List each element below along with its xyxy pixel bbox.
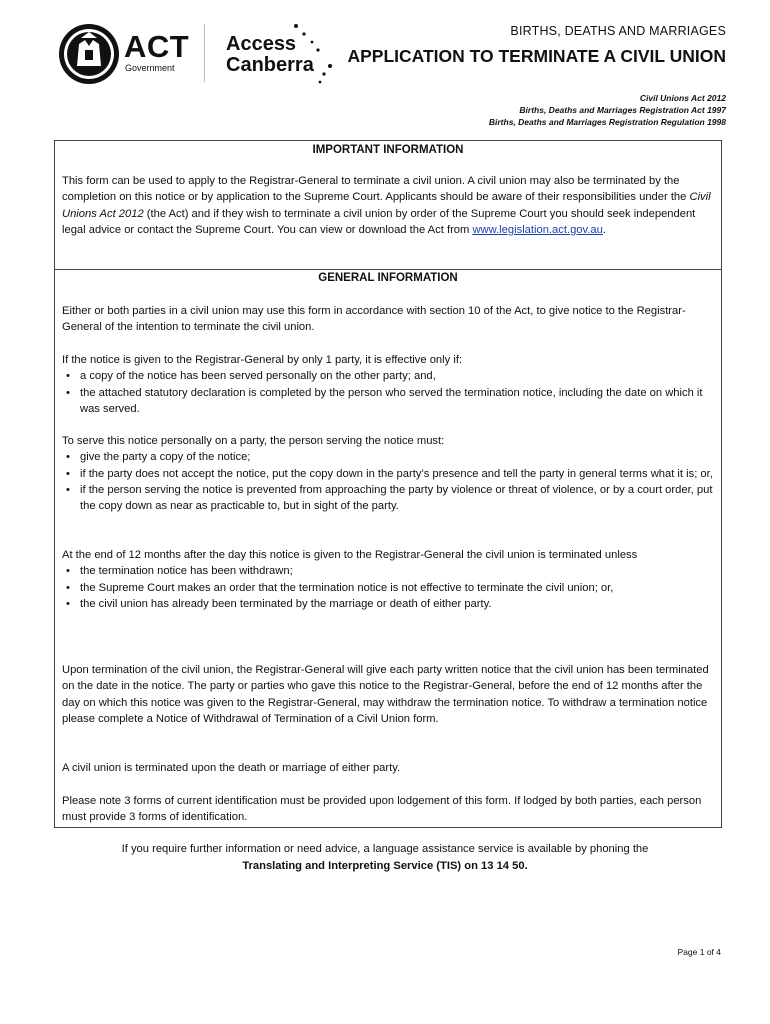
important-text-part: . (602, 223, 606, 236)
paragraph-intro: At the end of 12 months after the day this notice is given to the Registrar-General the civil union is terminated unless (62, 549, 638, 561)
list-item: • a copy of the notice has been served personally on the other party; and, (62, 368, 714, 384)
paragraph-intro: If the notice is given to the Registrar-General by only 1 party, it is effective only if: (62, 354, 463, 366)
act-logo-text: ACT (124, 29, 190, 64)
general-paragraph-4 (62, 547, 714, 612)
language-assistance-text: If you require further information or need advice, a language assistance service is available by phoning the (121, 843, 649, 855)
list-item: • give the party a copy of the notice; (62, 449, 714, 465)
list-item: • if the party does not accept the notice, put the copy down in the party’s presence and tell the party in general terms what it is; or, (62, 466, 714, 482)
tis-contact-text: Translating and Interpreting Service (TIS) on 13 14 50. (242, 860, 528, 872)
important-information-text (62, 173, 714, 238)
page-number: Page 1 of 4 (677, 947, 721, 957)
legislation-link[interactable]: www.legislation.act.gov.au (472, 223, 603, 236)
act-name: Civil Unions Act 2012 (62, 191, 711, 220)
list-item: • the attached statutory declaration is completed by the person who served the termination notice, including the date on which it was served. (62, 385, 714, 418)
legislation-reference: Births, Deaths and Marriages Registration Regulation 1998 (488, 117, 726, 127)
section-divider (55, 269, 721, 270)
general-paragraph-2 (62, 352, 714, 417)
important-information-heading: IMPORTANT INFORMATION (312, 144, 464, 156)
paragraph-intro: To serve this notice personally on a party, the person serving the notice must: (62, 435, 445, 447)
act-government-text: Government (125, 63, 175, 73)
legislation-reference: Births, Deaths and Marriages Registration Act 1997 (519, 105, 726, 115)
list-item: • the Supreme Court makes an order that the termination notice is not effective to terminate the civil union; or, (62, 580, 714, 596)
list-item: • if the person serving the notice is prevented from approaching the party by violence or threat of violence, or by a court order, put the copy down as near as practicable to, but in sight of the party. (62, 482, 714, 515)
act-crest-icon (57, 22, 121, 86)
important-text-part: (the Act) and if they wish to terminate a civil union by order of the Supreme Court you should seek independent legal advice or contact the Supreme Court. You can view or download the Act from (62, 207, 696, 236)
list-item: • the termination notice has been withdrawn; (62, 563, 714, 579)
legislation-reference: Civil Unions Act 2012 (639, 93, 726, 103)
access-canberra-dots-icon (290, 22, 338, 86)
general-information-heading: GENERAL INFORMATION (318, 272, 458, 284)
general-paragraph-1: Either or both parties in a civil union may use this form in accordance with section 10 of the Act, to give notice to the Registrar-General of the intention to terminate the civil union. (62, 305, 686, 334)
general-paragraph-5: Upon termination of the civil union, the Registrar-General will give each party written notice that the civil union has been terminated on the date in the notice. The party or parties who gave this notice to the Registrar-General, before the end of 12 months after the day on which this notice was given to the Registrar-General, may withdraw the termination notice. To withdraw a termination notice please complete a Notice of Withdrawal of Termination of a Civil Union form. (62, 664, 709, 725)
information-box (54, 140, 722, 828)
page-title: APPLICATION TO TERMINATE A CIVIL UNION (347, 46, 726, 66)
logo-divider (204, 24, 205, 82)
general-paragraph-7: Please note 3 forms of current identification must be provided upon lodgement of this form. If lodged by both parties, each person must provide 3 forms of identification. (62, 795, 702, 824)
general-paragraph-3 (62, 433, 714, 514)
important-text-part: This form can be used to apply to the Registrar-General to terminate a civil union. A civil union may also be terminated by the completion on this notice or by application to the Supreme Court. Applicants should be aware of their responsibilities under the (62, 175, 690, 204)
access-canberra-logo-line2: Canberra (226, 54, 314, 76)
list-item: • the civil union has already been terminated by the marriage or death of either party. (62, 596, 714, 612)
general-paragraph-6: A civil union is terminated upon the death or marriage of either party. (62, 762, 401, 774)
agency-name: BIRTHS, DEATHS AND MARRIAGES (510, 24, 726, 38)
access-canberra-logo-line1: Access (226, 33, 297, 55)
